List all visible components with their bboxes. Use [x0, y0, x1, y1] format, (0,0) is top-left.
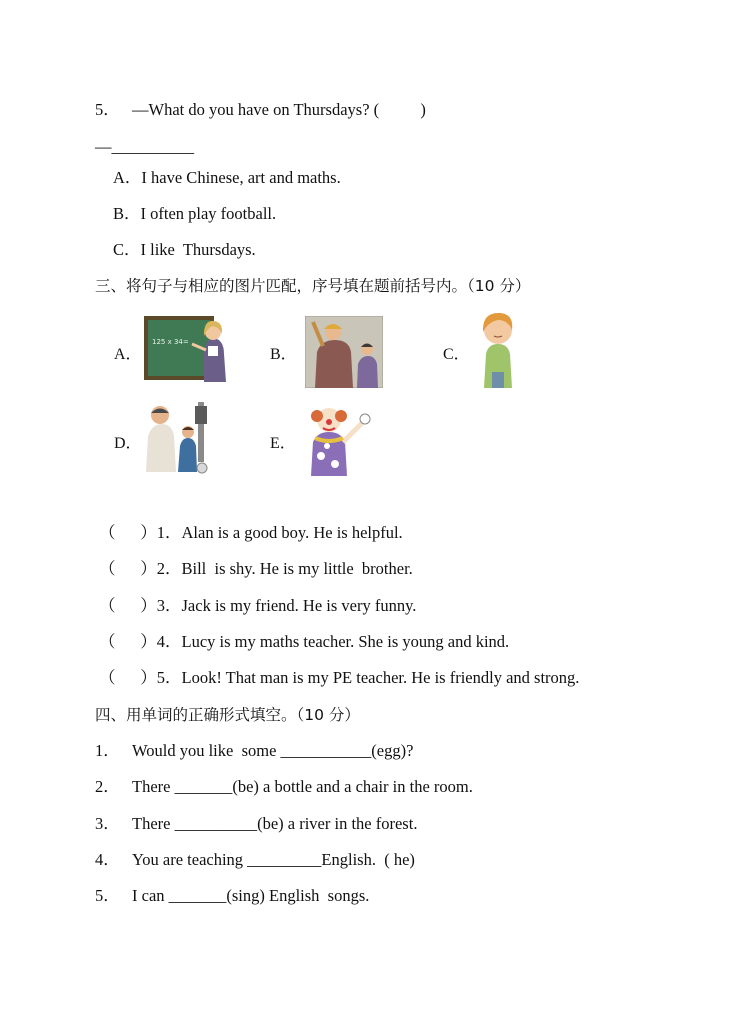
fill-item-1-number: 1．	[95, 741, 120, 760]
q5-option-c: C．I like Thursdays.	[113, 240, 256, 259]
match-item-2: （ ）2．Bill is shy. He is my little brother.	[99, 559, 413, 578]
picture-label-b: B．	[270, 346, 297, 363]
fill-item-3-text: There __________(be) a river in the forest.	[132, 814, 418, 833]
section4-heading: 四、用单词的正确形式填空。（10 分）	[95, 706, 360, 724]
picture-label-e: E．	[270, 435, 296, 452]
pe-teacher-picture	[305, 316, 383, 388]
match-item-4: （ ）4．Lucy is my maths teacher. She is young and kind.	[99, 632, 510, 651]
fill-item-2-text: There _______(be) a bottle and a chair in the room.	[132, 777, 473, 796]
blackboard-text: 125 x 34=	[152, 338, 189, 346]
q5-answer-blank: —__________	[95, 137, 194, 156]
fill-item-4-text: You are teaching _________English. ( he)	[132, 850, 415, 869]
fill-item-5-text: I can _______(sing) English songs.	[132, 886, 370, 905]
fill-item-2-number: 2．	[95, 777, 120, 796]
picture-label-a: A．	[114, 346, 142, 363]
fill-item-5-number: 5．	[95, 886, 120, 905]
teacher-blackboard-picture	[142, 312, 228, 384]
helpful-boy-picture	[142, 402, 210, 474]
shy-boy-picture	[474, 310, 522, 390]
picture-label-c: C．	[443, 346, 470, 363]
q5-option-a: A．I have Chinese, art and maths.	[113, 168, 341, 187]
q5-option-b: B．I often play football.	[113, 204, 277, 223]
picture-label-d: D．	[114, 435, 142, 452]
q5-number: 5．	[95, 100, 120, 119]
funny-clown-picture	[297, 402, 375, 476]
match-item-3: （ ）3．Jack is my friend. He is very funny.	[99, 596, 417, 615]
fill-item-1-text: Would you like some ___________(egg)?	[132, 741, 414, 760]
fill-item-3-number: 3．	[95, 814, 120, 833]
match-item-1: （ ）1．Alan is a good boy. He is helpful.	[99, 523, 403, 542]
section3-heading: 三、将句子与相应的图片匹配，序号填在题前括号内。（10 分）	[95, 277, 531, 295]
match-item-5: （ ）5．Look! That man is my PE teacher. He is friendly and strong.	[99, 668, 580, 687]
q5-question: —What do you have on Thursdays? ( )	[132, 100, 426, 119]
fill-item-4-number: 4．	[95, 850, 120, 869]
